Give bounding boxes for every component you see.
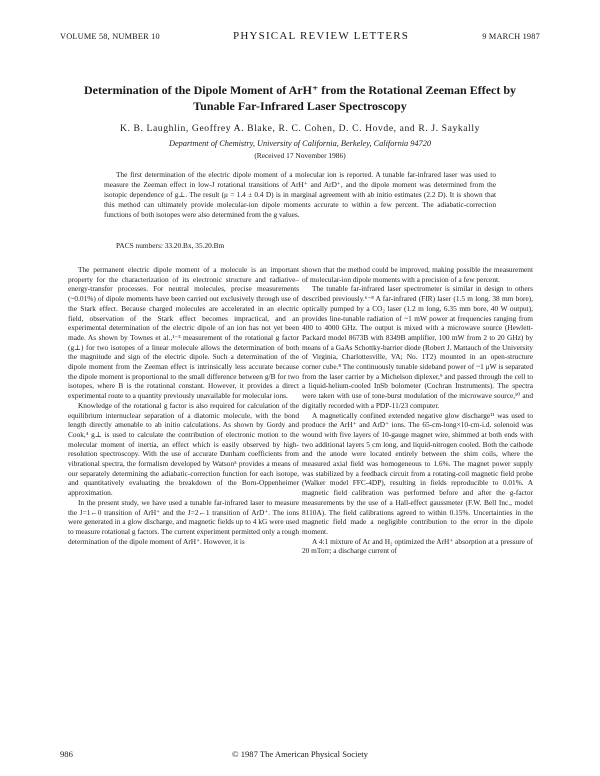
page-footer — [60, 749, 540, 759]
affiliation: Department of Chemistry, University of California, Berkeley, California 94720 — [168, 139, 432, 148]
pacs-numbers: PACS numbers: 33.20.Bx, 35.20.Bm — [116, 241, 225, 250]
body-column-right — [302, 265, 533, 556]
copyright-notice: © 1987 The American Physical Society — [232, 749, 368, 759]
page-number: 986 — [60, 749, 73, 759]
abstract-text: The first determination of the electric dipole moment of a molecular ion is reported. A tunable far-infrared laser was used to measure the Zeeman effect in low-J rotational transitions of ArH⁺ and ArD⁺, and the dipole moment was determined from the isotopic dependence of g⊥. The result (μ = 1.4 ± 0.4 D) is in marginal agreement with ab initio estimates (2.2 D). It is shown that this method can ultimately provide molecular-ion dipole moments accurate to within a few percent. The adiabatic-correction functions of both isotopes were also determined from the g values. — [104, 170, 496, 219]
running-header — [60, 30, 540, 44]
issue-date: 9 MARCH 1987 — [482, 32, 540, 41]
paragraph: The permanent electric dipole moment of a molecule is an important property for the characterization of its electronic structure and radiative–energy-transfer processes. For neutral molecules, precise measurements (~0.01%) of dipole moments have been carried out exclusively through use of the Stark effect. Because charged molecules are accelerated in an electric field, observation of the Stark effect becomes impractical, and an experimental determination of the electric dipole of an ion has not yet been made. As shown by Townes et al.,¹⁻³ measurement of the rotational g factor (g⊥) for two isotopes of a linear molecule allows the determination of both the magnitude and sign of the electric dipole. Such a determination of the dipole moment from the Zeeman effect is intrinsically less accurate because the dipole moment is proportional to the small difference between g/B for two isotopes, where B is the rotational constant. However, it provides a direct experimental route to a quantity previously unavailable for molecular ions. — [68, 265, 299, 401]
abstract — [104, 170, 496, 220]
body-column-left — [68, 265, 299, 546]
volume-number: VOLUME 58, NUMBER 10 — [60, 32, 160, 41]
paragraph: In the present study, we have used a tunable far-infrared laser to measure the J=1←0 transition of ArH⁺ and the J=2←1 transition of ArD⁺. The ions were generated in a glow discharge, and magnetic fields up to 4 kG were used to measure rotational g factors. The current experiment permitted only a rough determination of the dipole moment of ArH⁺. However, it is — [68, 497, 299, 546]
article-title: Determination of the Dipole Moment of ArH⁺ from the Rotational Zeeman Effect by Tunable Far-Infrared Laser Spectroscopy — [83, 83, 517, 113]
paragraph: shown that the method could be improved, making possible the measurement of molecular-ion dipole moments with a precision of a few percent. — [302, 265, 533, 284]
paragraph: Knowledge of the rotational g factor is also required for calculation of the equilibrium internuclear separation of a diatomic molecule, with the bond length directly amenable to ab initio calculations. As shown by Gordy and Cook,⁴ g⊥ is used to calculate the contribution of electronic motion to the molecular moment of inertia, an effect which is easily observed by high-resolution spectroscopy. With the use of accurate Dunham coefficients from vibrational spectra, the formalism developed by Watson⁵ provides a means of our separately determining the adiabatic-correction function for each isotope, and quantitatively evaluating the breakdown of the Born-Oppenheimer approximation. — [68, 400, 299, 498]
journal-name: PHYSICAL REVIEW LETTERS — [233, 30, 410, 42]
paragraph: A 4:1 mixture of Ar and H₂ optimized the ArH⁺ absorption at a pressure of 20 mTorr; a discharge current of — [302, 536, 533, 556]
paragraph: The tunable far-infrared laser spectrometer is similar in design to others described previously.⁶⁻⁸ A far-infrared (FIR) laser (1.5 m long, 38 mm bore), optically pumped by a CO₂ laser (1.2 m long, 6.35 mm bore, 40 W output), provides line-tunable radiation of ~1 mW power at frequencies ranging from 400 to 4000 GHz. The output is mixed with a microwave source (Hewlett-Packard model 8673B with 8349B amplifier, 100 mW from 2 to 20 GHz) by means of a GaAs Schottky-barrier diode (Robert J. Mattauch of the University of Virginia, Charlottesville, VA; No. 1T2) mounted in an open-structure corner cube.⁸ The continuously tunable sideband power of ~1 μW is separated from the laser carrier by a Michelson diplexer,⁹ and passed through the cell to a liquid-helium-cooled InSb bolometer (Cochran Instruments). The spectra were taken with use of tone-burst modulation of the microwave source,¹⁰ and digitally recorded with a PDP-11/23 computer. — [302, 284, 533, 410]
author-list: K. B. Laughlin, Geoffrey A. Blake, R. C. Cohen, D. C. Hovde, and R. J. Saykally — [119, 123, 481, 134]
paragraph: A magnetically confined extended negative glow discharge¹¹ was used to produce the ArH⁺ and ArD⁺ ions. The 65-cm-long×10-cm-i.d. solenoid was wound with five layers of 10-gauge magnet wire, shimmed at both ends with two additional layers 5 cm long, and liquid-nitrogen cooled. Both the cathode and the anode were located entirely between the shim coils, where the measured axial field was homogeneous to 1.6%. The magnet power supply was stabilized by a feedback circuit from a rotating-coil magnetic field probe (Walker model FFC-4DP), resulting in fields reproducible to 0.01%. A magnetic field calibration was performed before and after the g-factor measurements by the use of a Hall-effect gaussmeter (F.W. Bell Inc., model 8110A). The field calibrations agreed to within 0.15%. Uncertainties in the magnetic field made a negligible contribution to the error in the dipole moment. — [302, 410, 533, 536]
received-date: (Received 17 November 1986) — [254, 151, 346, 160]
